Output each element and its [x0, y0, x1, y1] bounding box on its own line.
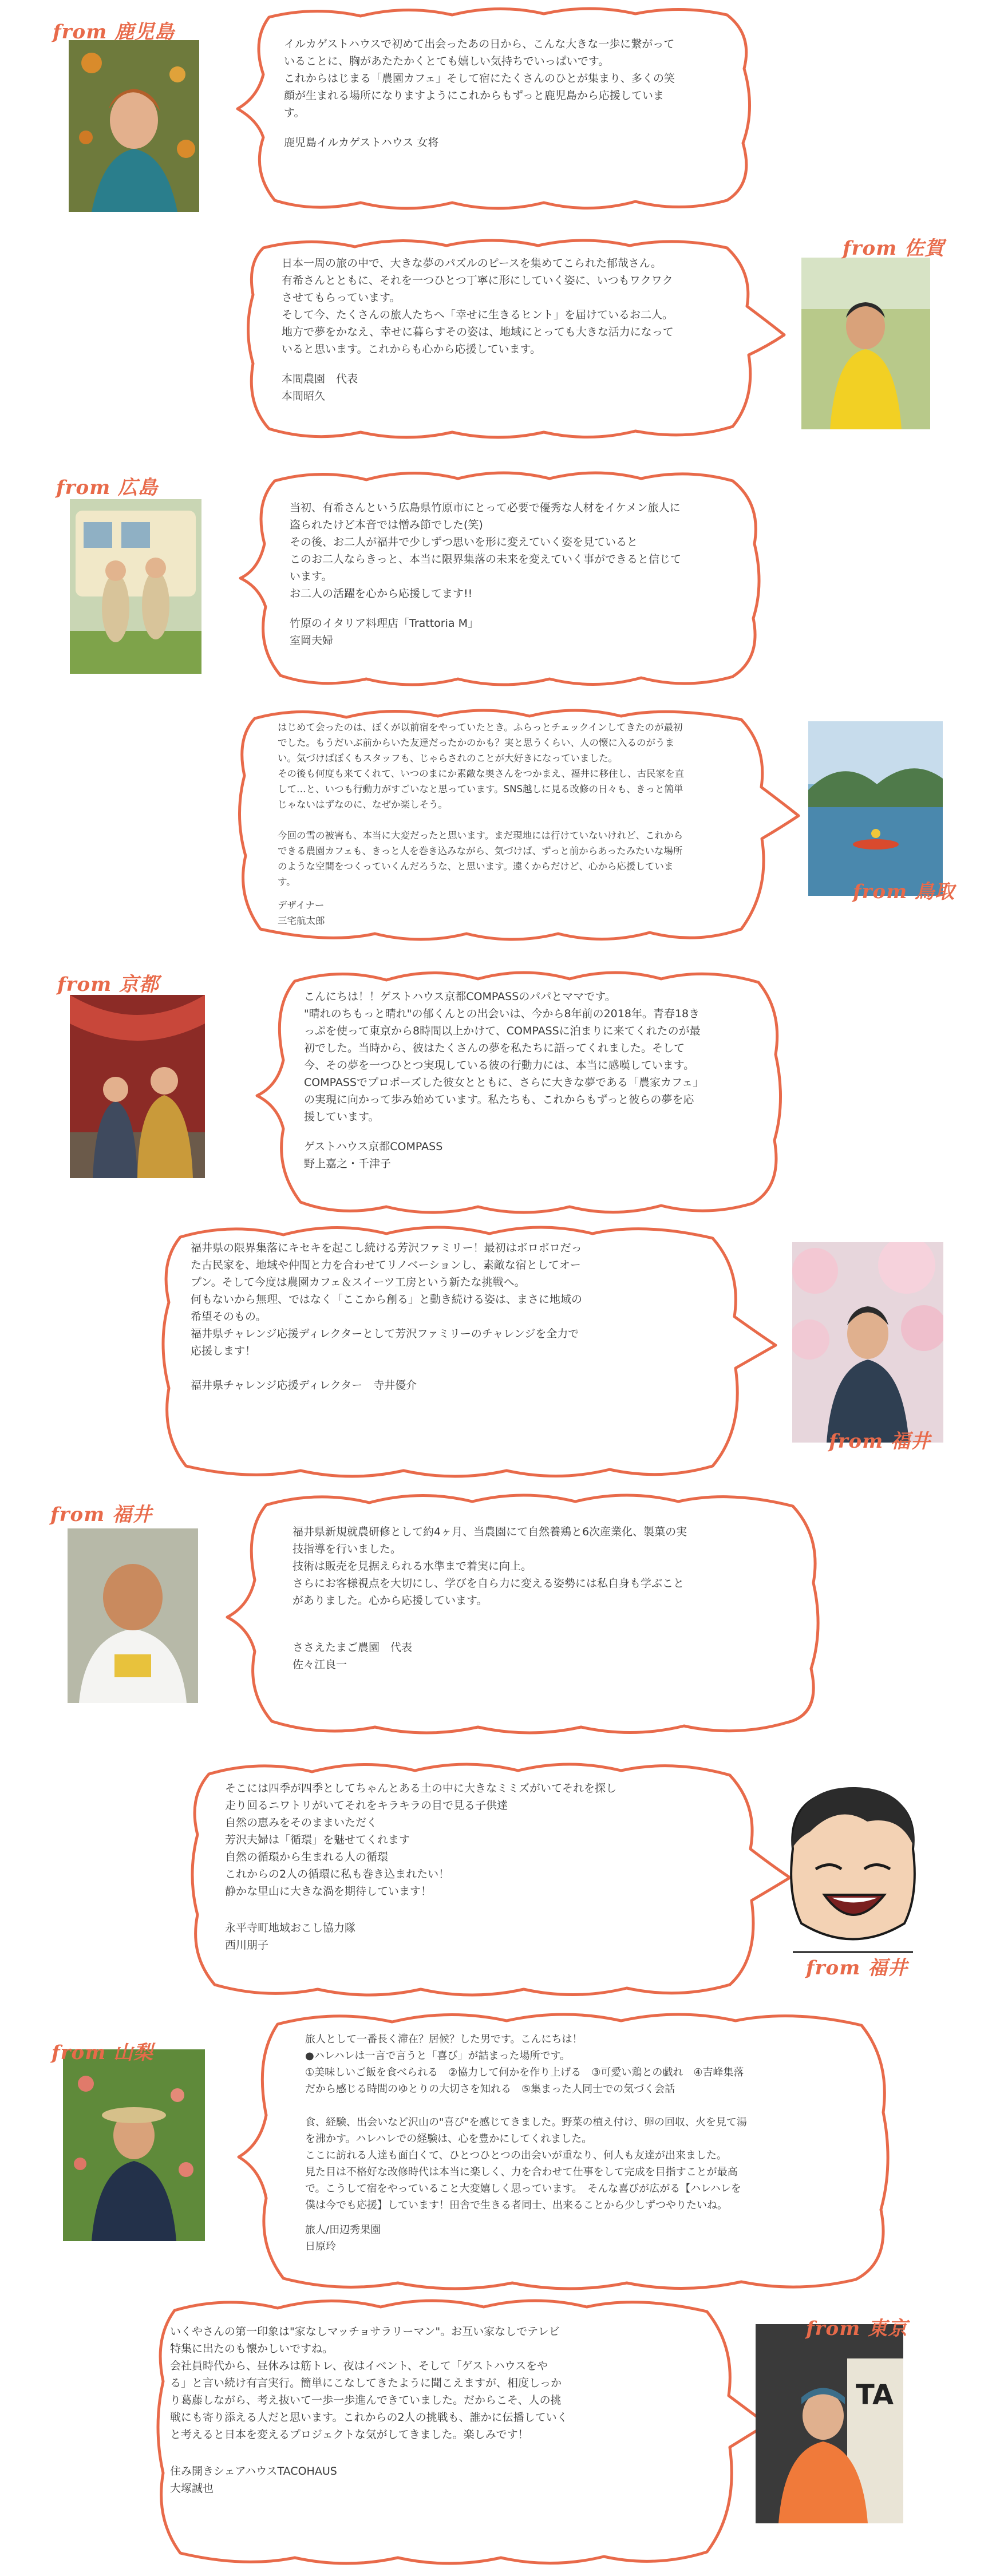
message-signature: ささえたまご農園 代表 佐々江良一 [293, 1641, 413, 1671]
message-signature: 竹原のイタリア料理店「Trattoria M」 室岡夫婦 [290, 617, 479, 647]
photo-terai [792, 1242, 943, 1443]
from-label: from 鳥取 [853, 880, 955, 903]
from-label: from 東京 [806, 2317, 908, 2340]
from-label: from 福井 [50, 1503, 153, 1526]
message-bubble [246, 0, 761, 218]
message-signature: 永平寺町地域おこし協力隊 西川朋子 [225, 1922, 356, 1951]
message-bubble [226, 701, 776, 947]
from-label: from 広島 [56, 476, 159, 499]
message-bubble [246, 464, 773, 693]
message-bubble [243, 2004, 896, 2296]
from-label: from 福井 [829, 1430, 931, 1453]
from-label: from 山梨 [52, 2041, 154, 2064]
message-signature: 福井県チャレンジ応援ディレクター 寺井優介 [191, 1379, 417, 1392]
message-text: 福井県の限界集落にキセキを起こし続ける芳沢ファミリー！最初はボロボロだっ た古民家を、地域や仲間と力を合わせてリノベーションし、素敵な宿としてオー プン。そして今度は農園カフェ＆スイーツ工房という新たな挑戦へ。 何もないから無理、ではなく「ここから創る」と動き続ける姿は、まさに地域の 希望そのもの。 福井県チャレンジ応援ディレクターとして芳沢ファミリーのチャレンジを全力で 応援します！ [191, 1242, 583, 1357]
from-label: from 佐賀 [843, 237, 945, 260]
message-bubble [260, 963, 787, 1220]
message-bubble [175, 1755, 764, 2004]
photo-hihara [63, 2049, 205, 2241]
photo-tacohaus [756, 2324, 903, 2523]
message-signature: 鹿児島イルカゲストハウス 女将 [284, 136, 439, 149]
message-signature: 住み開きシェアハウスTACOHAUS 大塚誠也 [170, 2465, 337, 2495]
message-text: いくやさんの第一印象は"家なしマッチョサラリーマン"。お互い家なしでテレビ 特集に出たのも懐かしいですね。 会社員時代から、昼休みは筋トレ、夜はイベント、そして「ゲストハウスをや る」と言い続け有言実行。簡単にこなしてきたように聞こえますが、相度しっか り葛藤しながら、考え抜いて一歩一歩進んできていました。だからこそ、人の挑 戦にも寄り添える人だと思います。これからの2人の挑戦も、誰かに伝播していく と考えると日本を変えるプロジェクトな気がしてきました。楽しみです！ [170, 2325, 568, 2441]
message-signature: 旅人/田辺秀果園 日原玲 [305, 2224, 381, 2253]
message-text: 日本一周の旅の中で、大きな夢のパズルのピースを集めてこられた郁哉さん。 有希さんとともに、それを一つひとつ丁寧に形にしていく姿に、いつもワクワク させてもらっています。 そして今、たくさんの旅人たちへ「幸せに生きるヒント」を届けているお二人。 地方で夢をかなえ、幸せに暮らすその姿は、地域にとっても大きな活力になって いると思います。これからも心から応援しています。 [282, 257, 674, 355]
message-text: そこには四季が四季としてちゃんとある土の中に大きなミミズがいてそれを探し 走り回るニワトリがいてそれをキラキラの目で見る子供達 自然の恵みをそのままいただく 芳沢夫婦は「循環」を魅せてくれます 自然の循環から生まれる人の循環 これからの2人の循環に私も巻き込まれたい！ 静かな里山に大きな渦を期待しています！ [225, 1782, 617, 1898]
message-bubble [232, 1485, 827, 1737]
message-text: 当初、有希さんという広島県竹原市にとって必要で優秀な人材をイケメン旅人に 盗られたけど本音では憎み節でした(笑) その後、お二人が福井で少しずつ思いを形に変えていく姿を見ていると このお二人ならきっと、本当に限界集落の未来を変えていく事ができると信じて います。 お二人の活躍を心から応援してます!! [290, 501, 682, 600]
message-bubble [140, 2290, 747, 2573]
message-bubble [235, 232, 767, 447]
photo-compass [70, 995, 205, 1178]
from-label: from 京都 [57, 973, 160, 996]
message-signature: ゲストハウス京都COMPASS 野上嘉之・千津子 [304, 1140, 443, 1170]
photo-kayak [808, 721, 943, 896]
photo-honma [801, 258, 930, 429]
message-text: 旅人として一番長く滞在？居候？した男です。こんにちは！ ●ハレハレは一言で言うと「喜び」が詰まった場所です。 ①美味しいご飯を食べられる ②協力して何かを作り上げる ③可愛い鶏との戯れ ④吉峰集落 だから感じる時間のゆとりの大切さを知れる ⑤集まった人同士での気づく会話 食、経験、出会いなど沢山の"喜び"を感じてきました。野菜の植え付け、卵の回収、火を見て湯 を沸かす。ハレハレでの経験は、心を豊かにしてくれました。 ここに訪れる人達も面白くて、ひとつひとつの出会いが重なり、何人も友達が出来ました。 見た目は不格好な改修時代は本当に楽しく、力を合わせて仕事をして完成を目指すことが最高 で。こうして宿をやっていること大変嬉しく思っています。 そんな喜びが広がる【ハレハレを 僕は今でも応援】しています！田舎で生きる者同士、出来ることから少しずつやりたいね。 [305, 2033, 747, 2211]
photo-trattoria [70, 499, 201, 674]
photo-okami [69, 40, 199, 212]
message-text: イルカゲストハウスで初めて出会ったあの日から、こんな大きな一歩に繋がって いることに、胸があたたかくとても嬉しい気持ちでいっぱいです。 これからはじまる「農園カフェ」そして宿にたくさんのひとが集まり、多くの笑 顔が生まれる場所になりますようにこれからもずっと鹿児島から応援していま す。 [284, 38, 675, 119]
message-bubble [146, 1216, 753, 1485]
message-text: こんにちは！！ゲストハウス京都COMPASSのパパとママです。 "晴れのちもっと晴れ"の郁くんとの出会いは、今から8年前の2018年。青春18き っぷを使って東京から8時間以上かけて、COMPASSに泊まりに来てくれたのが最 初でした。当時から、彼はたくさんの夢を私たちに語ってくれました。そして 今、その夢を一つひとつ実現している彼の行動力には、本当に感嘆しています。 COMPASSでプロポーズした彼女とともに、さらに大きな夢である「農家カフェ」 の実現に向かって歩み始めています。私たちも、これからもずっと彼らの夢を応 援しています。 [304, 990, 704, 1123]
from-label: from 鹿児島 [53, 21, 175, 44]
message-signature: デザイナー 三宅航太郎 [278, 900, 325, 926]
message-text: はじめて会ったのは、ぼくが以前宿をやっていたとき。ふらっとチェックインしてきたのが最初 でした。もうだいぶ前からいた友達だったかのかも？実と思うくらい、人の懐に入るのがうま い。気づけばぼくもスタッフも、じゃらされのことが大好きになっていました。 その後も何度も来てくれて、いつのまにか素敵な奥さんをつかまえ、福井に移住し、古民家を直 して…と、いつも行動力がすごいなと思っています。SNS越しに見る改修の日々も、きっと簡単 じゃないはずなのに、なぜか楽しそう。 今回の雪の被害も、本当に大変だったと思います。まだ現地には行けていないけれど、これから できる農園カフェも、きっと人を巻き込みながら、気づけば、ずっと前からあったみたいな場所 のような空間をつくっていくんだろうな、と思います。遠くからだけど、心から応援していま す。 [278, 722, 685, 887]
photo-sasae [68, 1528, 198, 1703]
message-text: 福井県新規就農研修として約4ヶ月、当農園にて自然養鶏と6次産業化、製菓の実 技指導を行いました。 技術は販売を見据えられる水準まで着実に向上。 さらにお客様視点を大切にし、学びを自ら力に変える姿勢には私自身も学ぶこと がありました。心から応援しています。 [293, 1526, 687, 1607]
message-signature: 本間農園 代表 本間昭久 [282, 373, 358, 402]
svg-text:TA: TA [856, 2379, 894, 2411]
from-label: from 福井 [806, 1957, 908, 1980]
illustration-nishikawa [776, 1780, 930, 1963]
